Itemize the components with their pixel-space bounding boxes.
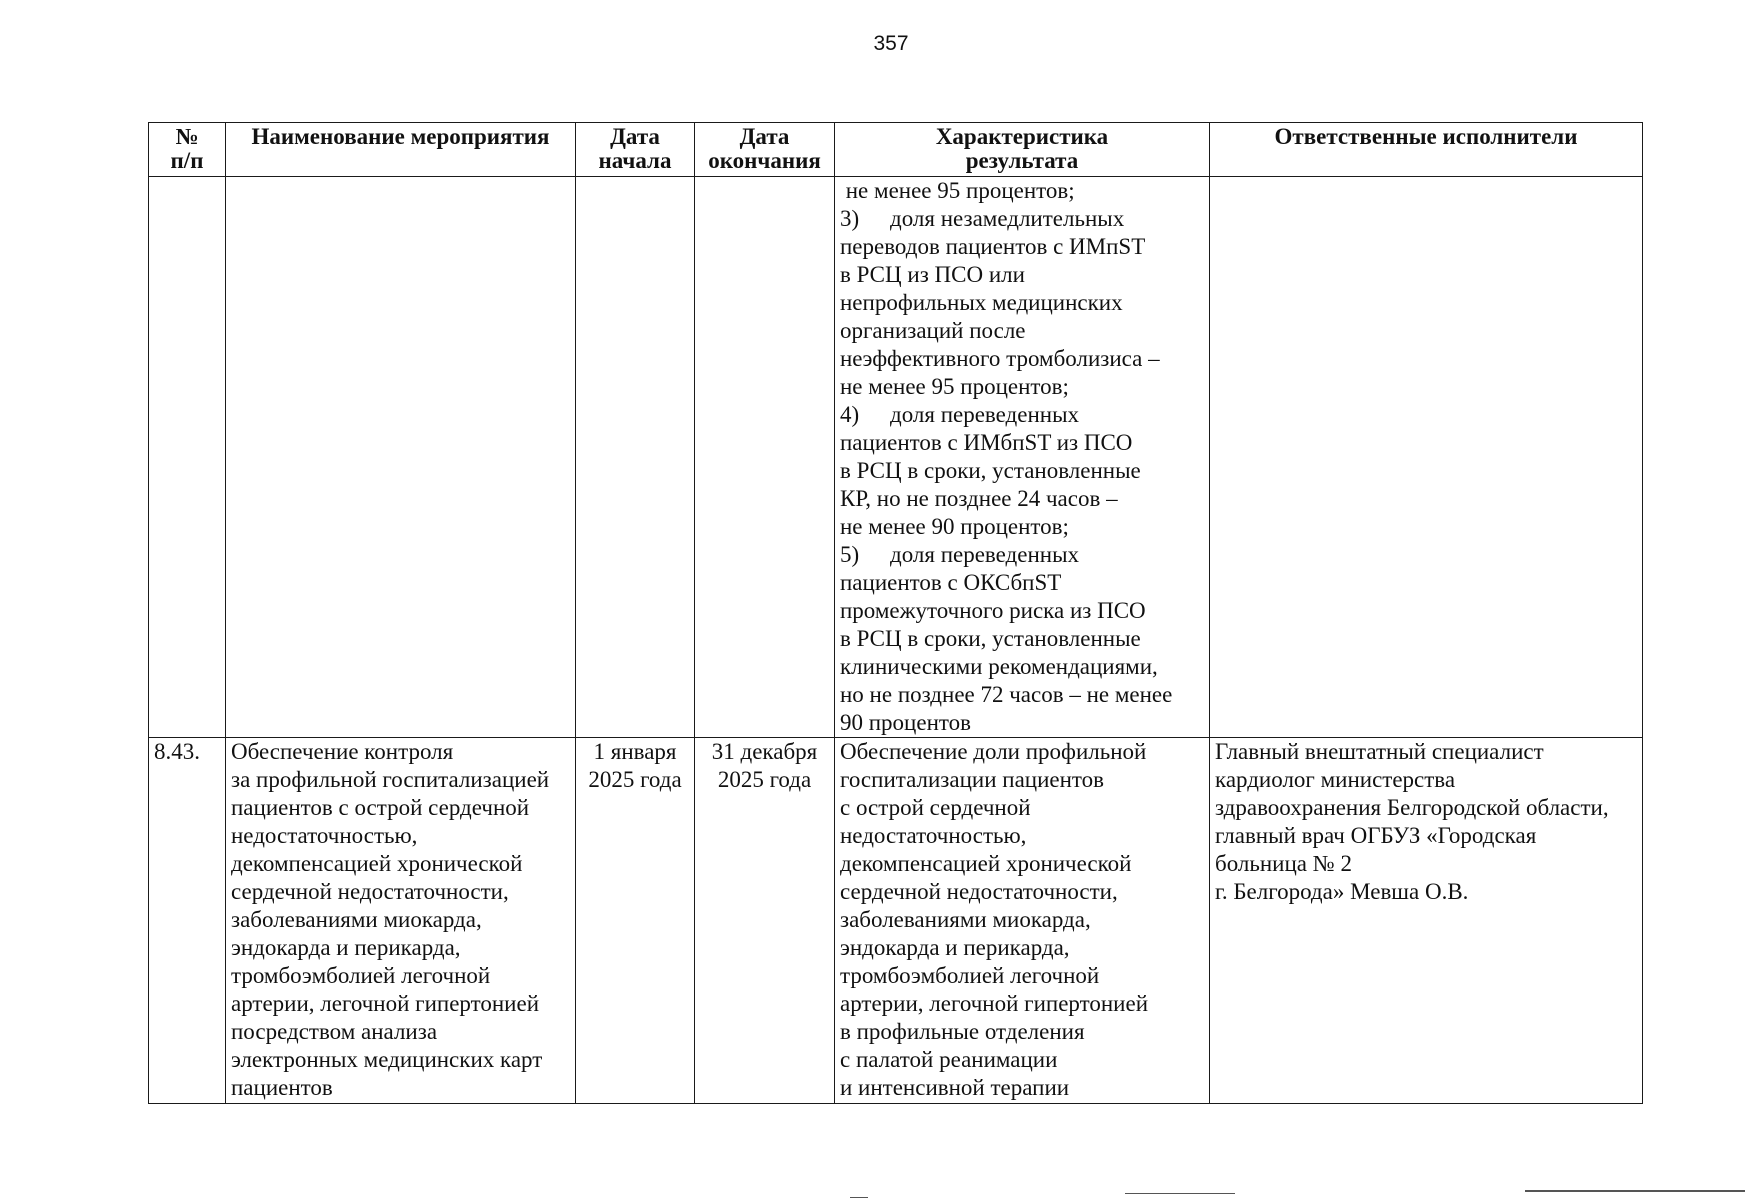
header-start-line: начала	[598, 148, 672, 173]
result-line: артерии, легочной гипертонией	[840, 991, 1149, 1016]
name-line: электронных медицинских карт	[231, 1047, 543, 1072]
cell-start-date	[576, 738, 695, 1104]
table-row-8-43	[149, 738, 1643, 1104]
header-name-line: Наименование мероприятия	[251, 124, 550, 149]
result-line: сердечной недостаточности,	[840, 879, 1118, 904]
header-num-line: п/п	[170, 148, 204, 173]
name-line: артерии, легочной гипертонией	[231, 991, 540, 1016]
header-start-line: Дата	[610, 124, 660, 149]
cell-row-number: 8.43.	[149, 738, 226, 1104]
result-line: пациентов с ОКСбпST	[840, 570, 1062, 595]
result-line: 4) доля переведенных	[840, 402, 1080, 427]
result-line: в РСЦ в сроки, установленные	[840, 458, 1141, 483]
header-responsible-line: Ответственные исполнители	[1274, 124, 1578, 149]
result-line: и интенсивной терапии	[840, 1075, 1070, 1100]
name-line: Обеспечение контроля	[231, 739, 454, 764]
header-start-date	[576, 123, 695, 177]
responsible-line: Главный внештатный специалист	[1215, 739, 1544, 764]
responsible-line: здравоохранения Белгородской области,	[1215, 795, 1609, 820]
result-line: КР, но не позднее 24 часов –	[840, 486, 1118, 511]
result-line: с острой сердечной	[840, 795, 1031, 820]
cell-end-empty	[695, 177, 835, 738]
result-line: тромбоэмболией легочной	[840, 963, 1100, 988]
end-date-line: 31 декабря	[711, 739, 818, 764]
result-line: с палатой реанимации	[840, 1047, 1058, 1072]
result-line: эндокарда и перикарда,	[840, 935, 1070, 960]
name-line: тромбоэмболией легочной	[231, 963, 491, 988]
result-line: организаций после	[840, 318, 1026, 343]
table-row-continuation	[149, 177, 1643, 738]
result-line: клиническими рекомендациями,	[840, 654, 1158, 679]
result-line: заболеваниями миокарда,	[840, 907, 1091, 932]
scan-edge-mark	[850, 1197, 868, 1198]
name-line: посредством анализа	[231, 1019, 438, 1044]
name-line: недостаточностью,	[231, 823, 418, 848]
scan-edge-mark	[1125, 1193, 1235, 1194]
result-line: недостаточностью,	[840, 823, 1027, 848]
header-name	[226, 123, 576, 177]
result-line: неэффективного тромболизиса –	[840, 346, 1160, 371]
cell-num-empty	[149, 177, 226, 738]
result-line: не менее 95 процентов;	[840, 178, 1075, 203]
result-line: 3) доля незамедлительных	[840, 206, 1125, 231]
cell-responsible	[1210, 738, 1643, 1104]
table-header-row	[149, 123, 1643, 177]
header-num	[149, 123, 226, 177]
responsible-line: кардиолог министерства	[1215, 767, 1456, 792]
result-line: Обеспечение доли профильной	[840, 739, 1147, 764]
name-line: сердечной недостаточности,	[231, 879, 509, 904]
header-result-line: результата	[965, 148, 1079, 173]
responsible-line: г. Белгорода» Мевша О.В.	[1215, 879, 1469, 904]
result-line: в РСЦ в сроки, установленные	[840, 626, 1141, 651]
header-responsible	[1210, 123, 1643, 177]
responsible-line: главный врач ОГБУЗ «Городская	[1215, 823, 1537, 848]
name-line: эндокарда и перикарда,	[231, 935, 461, 960]
header-end-date	[695, 123, 835, 177]
responsible-line: больница № 2	[1215, 851, 1352, 876]
result-line: переводов пациентов с ИМпST	[840, 234, 1146, 259]
header-num-line: №	[175, 124, 199, 149]
header-result	[835, 123, 1210, 177]
result-line: не менее 90 процентов;	[840, 514, 1069, 539]
cell-responsible-empty	[1210, 177, 1643, 738]
header-end-line: окончания	[708, 148, 821, 173]
result-line: непрофильных медицинских	[840, 290, 1123, 315]
result-line: но не позднее 72 часов – не менее	[840, 682, 1173, 707]
name-line: за профильной госпитализацией	[231, 767, 550, 792]
result-line: 90 процентов	[840, 710, 971, 735]
end-date-line: 2025 года	[717, 767, 812, 792]
result-line: в РСЦ из ПСО или	[840, 262, 1025, 287]
result-line: госпитализации пациентов	[840, 767, 1105, 792]
page-number: 357	[873, 32, 909, 55]
result-line: не менее 95 процентов;	[840, 374, 1069, 399]
activities-table	[148, 122, 1643, 1104]
cell-name-empty	[226, 177, 576, 738]
result-line: в профильные отделения	[840, 1019, 1085, 1044]
cell-start-empty	[576, 177, 695, 738]
name-line: декомпенсацией хронической	[231, 851, 523, 876]
name-line: пациентов	[231, 1075, 333, 1100]
result-line: пациентов с ИМбпST из ПСО	[840, 430, 1133, 455]
scan-edge-mark	[1525, 1190, 1745, 1192]
name-line: пациентов с острой сердечной	[231, 795, 530, 820]
result-line: промежуточного риска из ПСО	[840, 598, 1146, 623]
result-line: декомпенсацией хронической	[840, 851, 1132, 876]
cell-end-date	[695, 738, 835, 1104]
cell-result	[835, 738, 1210, 1104]
header-end-line: Дата	[739, 124, 790, 149]
cell-activity-name	[226, 738, 576, 1104]
header-result-line: Характеристика	[935, 124, 1109, 149]
name-line: заболеваниями миокарда,	[231, 907, 482, 932]
start-date-line: 1 января	[593, 739, 677, 764]
start-date-line: 2025 года	[588, 767, 682, 792]
cell-result-continuation	[835, 177, 1210, 738]
result-line: 5) доля переведенных	[840, 542, 1080, 567]
